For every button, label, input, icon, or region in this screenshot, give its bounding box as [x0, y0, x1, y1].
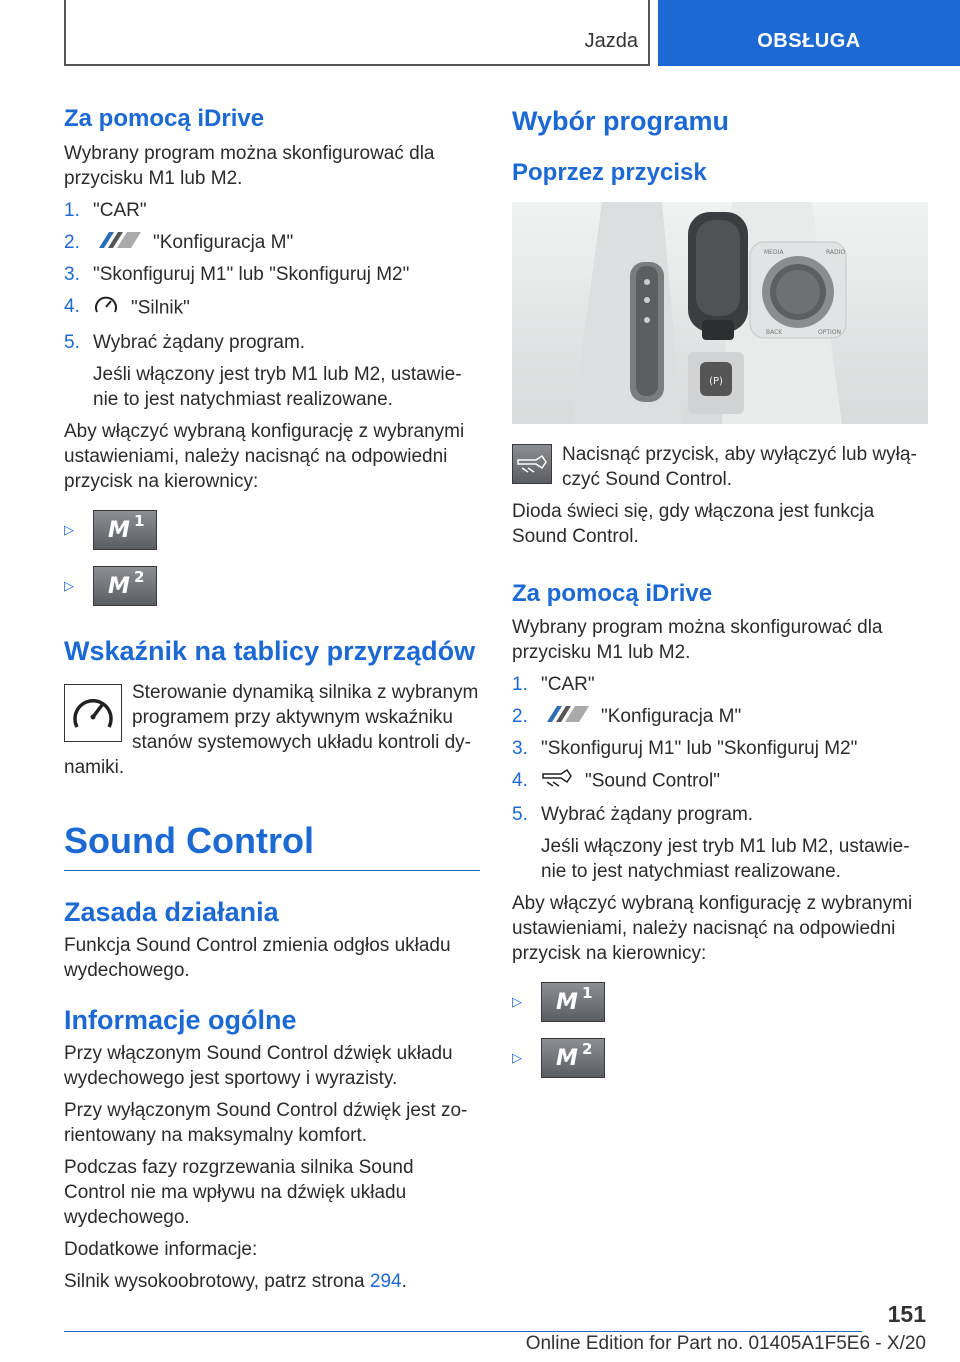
step-item: 2. "Konfiguracja M" — [512, 704, 928, 729]
step-item: 5. Wybrać żądany program. — [64, 332, 306, 354]
step-item: 4. "Sound Control" — [512, 768, 928, 795]
button-heading: Poprzez przycisk — [512, 159, 707, 186]
general-p4: Dodatkowe informacje: — [64, 1239, 258, 1261]
sound-control-heading: Sound Control — [64, 818, 480, 871]
idrive-steps — [64, 198, 480, 355]
m2-button-icon: M 2 — [93, 566, 157, 606]
step-item: 2. "Konfiguracja M" — [64, 230, 480, 255]
m-stripes-icon — [541, 704, 589, 729]
press-block — [512, 442, 928, 492]
general-p3: Podczas fazy rozgrzewania silnika Sound Control nie ma wpływu na dźwięk układu wydechowego. — [64, 1157, 414, 1229]
center-console-photo — [512, 202, 928, 424]
svg-text:MEDIA: MEDIA — [764, 249, 784, 256]
footer-divider — [64, 1331, 862, 1332]
step5-note: Jeśli włączony jest tryb M1 lub M2, ustawie-nie to jest natychmiast realizowane. — [93, 364, 462, 411]
svg-text:BACK: BACK — [766, 329, 783, 336]
indicator-text: Sterowanie dynamiką silnika z wybranym programem przy aktywnym wskaźniku stanów systemowych układu kontroli dy-namiki. — [64, 682, 479, 779]
indicator-block — [64, 680, 480, 780]
m-stripes-icon — [93, 230, 141, 255]
step-item: 4. "Silnik" — [64, 294, 480, 323]
page-link[interactable]: 294 — [369, 1271, 402, 1293]
m1-button-icon: M 1 — [541, 982, 605, 1022]
activate-text: Aby włączyć wybraną konfigurację z wybranymi ustawieniami, należy nacisnąć na odpowiedni przycisk na kierownicy: — [64, 421, 465, 493]
button-m2-row — [512, 1038, 928, 1078]
page-number: 151 — [887, 1301, 926, 1327]
header-section-box — [64, 0, 650, 66]
header-chapter-label: OBSŁUGA — [757, 30, 861, 52]
button-m1-row — [64, 510, 480, 550]
header-section-label: Jazda — [584, 30, 638, 52]
idrive-heading-right: Za pomocą iDrive — [512, 580, 713, 607]
button-m1-row — [512, 982, 928, 1022]
step-item: 1. "CAR" — [512, 674, 595, 695]
step5-note-right: Jeśli włączony jest tryb M1 lub M2, ustawie-nie to jest natychmiast realizowane. — [541, 836, 910, 883]
idrive-steps-right — [512, 672, 928, 827]
general-p1: Przy włączonym Sound Control dźwięk układu wydechowego jest sportowy i wyrazisty. — [64, 1043, 453, 1090]
step-item: 3. "Skonfiguruj M1" lub "Skonfiguruj M2" — [512, 738, 858, 760]
arrow-icon: ▷ — [512, 1050, 522, 1066]
general-heading: Informacje ogólne — [64, 1005, 297, 1036]
activate-text-right: Aby włączyć wybraną konfigurację z wybranymi ustawieniami, należy nacisnąć na odpowiedni przycisk na kierownicy: — [512, 893, 913, 965]
idrive-intro-right: Wybrany program można skonfigurować dla przycisku M1 lub M2. — [512, 617, 883, 663]
button-m2-row — [64, 566, 480, 606]
step-item: 5. Wybrać żądany program. — [512, 804, 754, 826]
general-p2: Przy wyłączonym Sound Control dźwięk jest zo-rientowany na maksymalny komfort. — [64, 1100, 468, 1147]
svg-text:(P): (P) — [709, 376, 723, 387]
idrive-intro: Wybrany program można skonfigurować dla przycisku M1 lub M2. — [64, 143, 435, 189]
m1-button-icon: M 1 — [93, 510, 157, 550]
general-p5: Silnik wysokoobrotowy, patrz strona 294. — [64, 1271, 407, 1293]
program-heading: Wybór programu — [512, 106, 730, 136]
indicator-heading: Wskaźnik na tablicy przyrządów — [64, 636, 476, 667]
footer-edition: Online Edition for Part no. 01405A1F5E6 - X/20 — [525, 1333, 926, 1354]
header-chapter-tab[interactable] — [658, 0, 960, 66]
right-column — [512, 100, 928, 1078]
arrow-icon: ▷ — [512, 994, 522, 1010]
m2-button-icon: M 2 — [541, 1038, 605, 1078]
gauge-icon — [93, 294, 119, 323]
led-text: Dioda świeci się, gdy włączona jest funkcja Sound Control. — [512, 501, 875, 547]
sound-control-button-icon — [512, 444, 552, 484]
principle-text: Funkcja Sound Control zmienia odgłos układu wydechowego. — [64, 935, 451, 982]
left-column — [64, 100, 480, 1294]
arrow-icon: ▷ — [64, 522, 74, 538]
step-item: 1. "CAR" — [64, 200, 147, 221]
idrive-heading: Za pomocą iDrive — [64, 105, 265, 132]
principle-heading: Zasada działania — [64, 897, 279, 928]
svg-text:RADIO: RADIO — [826, 249, 846, 256]
exhaust-icon — [541, 768, 573, 795]
step-item: 3. "Skonfiguruj M1" lub "Skonfiguruj M2" — [64, 264, 410, 286]
press-text: Nacisnąć przycisk, aby wyłączyć lub wyłą-czyć Sound Control. — [562, 444, 917, 490]
arrow-icon: ▷ — [64, 578, 74, 594]
svg-text:OPTION: OPTION — [818, 329, 841, 336]
dynamics-gauge-icon — [64, 684, 122, 742]
